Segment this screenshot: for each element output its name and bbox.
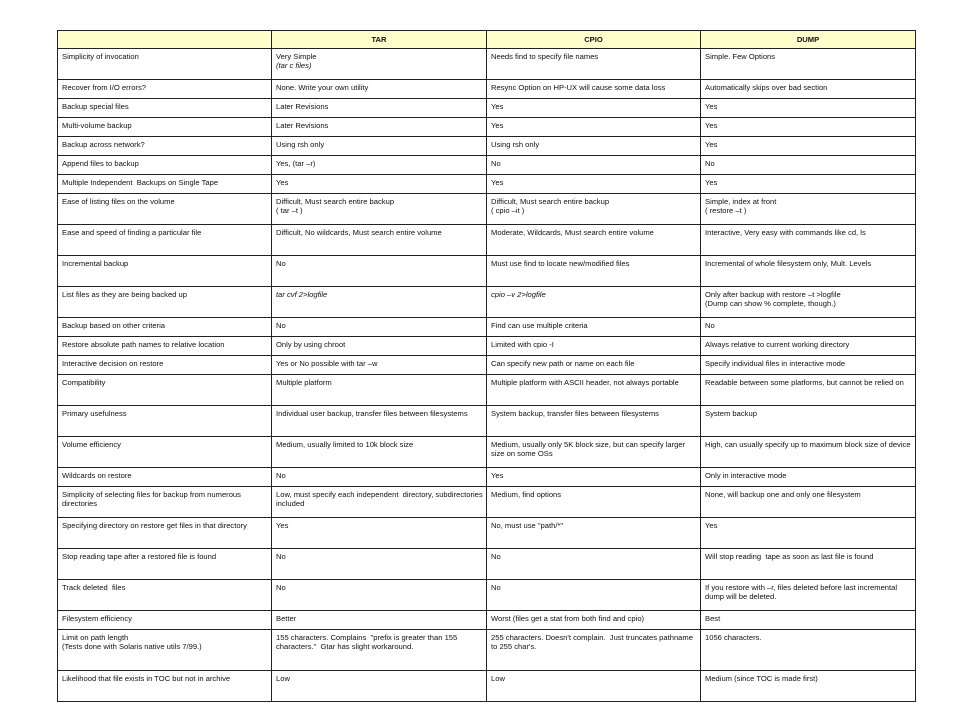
cell-text-line: Yes [705,178,718,187]
table-cell-cpio [487,156,701,175]
cell-text-line: Primary usefulness [62,409,127,418]
table-cell-tar [272,137,487,156]
table-cell-dump [701,437,916,468]
table-cell-criteria [58,468,272,487]
cell-text-line: System backup, transfer files between filesystems [491,409,659,418]
cell-text-line: Yes or No possible with tar –w [276,359,378,368]
table-cell-criteria [58,99,272,118]
table-cell-cpio [487,406,701,437]
cell-text-line: Incremental backup [62,259,129,268]
table-cell-criteria [58,80,272,99]
table-cell-tar [272,487,487,518]
cell-text-line: If you restore with –r, files deleted before last incremental dump will be deleted. [705,583,900,601]
cell-text-line: System backup [705,409,757,418]
table-cell-tar [272,468,487,487]
table-row [58,256,916,287]
cell-text-line: No [491,552,501,561]
table-cell-cpio [487,49,701,80]
cell-text-line: Compatibility [62,378,106,387]
table-cell-criteria [58,256,272,287]
cell-text-line: (tar c files) [276,61,312,70]
table-cell-cpio [487,487,701,518]
cell-text-line: Backup across network? [62,140,145,149]
cell-text-line: Restore absolute path names to relative location [62,340,225,349]
cell-text-line: No [276,552,286,561]
cell-text-line: Filesystem efficiency [62,614,132,623]
cell-text-line: Difficult, Must search entire backup [491,197,610,206]
table-cell-criteria [58,487,272,518]
table-cell-dump [701,175,916,194]
backup-utilities-comparison-table [57,30,916,702]
table-cell-tar [272,49,487,80]
table-cell-tar [272,518,487,549]
cell-text-line: Backup special files [62,102,129,111]
table-cell-tar [272,549,487,580]
table-cell-tar [272,99,487,118]
table-row [58,337,916,356]
table-cell-tar [272,80,487,99]
cell-text-line: Must use find to locate new/modified files [491,259,630,268]
table-cell-tar [272,630,487,671]
table-cell-tar [272,256,487,287]
table-cell-cpio [487,671,701,702]
cell-text-line: Readable between some platforms, but cannot be relied on [705,378,904,387]
cell-text-line: Yes [491,121,504,130]
table-row [58,375,916,406]
cell-text-line: Using rsh only [276,140,325,149]
cell-text-line: Only by using chroot [276,340,346,349]
table-cell-dump [701,518,916,549]
cell-text-line: Backup based on other criteria [62,321,165,330]
table-cell-criteria [58,671,272,702]
cell-text-line: Best [705,614,721,623]
cell-text-line: None, will backup one and only one filesystem [705,490,861,499]
cell-text-line: No [705,159,715,168]
table-cell-criteria [58,356,272,375]
table-cell-tar [272,156,487,175]
table-row [58,630,916,671]
cell-text-line: Multiple Independent Backups on Single Tape [62,178,219,187]
table-cell-cpio [487,137,701,156]
cell-text-line: Later Revisions [276,121,329,130]
cell-text-line: Low [491,674,505,683]
cell-text-line: Interactive decision on restore [62,359,164,368]
cell-text-line: 255 characters. Doesn't complain. Just truncates pathname to 255 char's. [491,633,698,651]
table-cell-dump [701,356,916,375]
table-cell-dump [701,118,916,137]
cell-text-line: Difficult, No wildcards, Must search entire volume [276,228,442,237]
cell-text-line: Specifying directory on restore get files in that directory [62,521,247,530]
table-cell-criteria [58,156,272,175]
table-cell-dump [701,549,916,580]
cell-text-line: Yes [491,471,504,480]
cell-text-line: Limit on path length [62,633,129,642]
table-body [58,49,916,702]
cell-text-line: Needs find to specify file names [491,52,599,61]
table-cell-criteria [58,287,272,318]
cell-text-line: Will stop reading tape as soon as last file is found [705,552,874,561]
table-cell-cpio [487,518,701,549]
cell-text-line: No [276,583,286,592]
cell-text-line: No [705,321,715,330]
cell-text-line: Yes [491,102,504,111]
cell-text-line: Medium, find options [491,490,562,499]
cell-text-line: Very Simple [276,52,317,61]
cell-text-line: Medium, usually only 5K block size, but can specify larger size on some OSs [491,440,688,458]
table-row [58,137,916,156]
cell-text-line: Track deleted files [62,583,126,592]
table-cell-cpio [487,630,701,671]
cell-text-line: Resync Option on HP-UX will cause some data loss [491,83,666,92]
cell-text-line: Ease and speed of finding a particular file [62,228,202,237]
cell-text-line: No [276,321,286,330]
cell-text-line: Always relative to current working directory [705,340,850,349]
table-cell-criteria [58,630,272,671]
table-cell-dump [701,375,916,406]
table-row [58,437,916,468]
table-row [58,156,916,175]
cell-text-line: 155 characters. Complains "prefix is greater than 155 characters." Gtar has slight workaround. [276,633,460,651]
table-cell-criteria [58,611,272,630]
cell-text-line: Yes [705,140,718,149]
table-cell-dump [701,156,916,175]
table-cell-dump [701,337,916,356]
table-cell-dump [701,318,916,337]
table-cell-tar [272,225,487,256]
table-cell-cpio [487,99,701,118]
cell-text-line: ( tar –t ) [276,206,303,215]
cell-text-line: Stop reading tape after a restored file is found [62,552,217,561]
cell-text-line: No [491,159,501,168]
cell-text-line: Only in interactive mode [705,471,787,480]
cell-text-line: Multiple platform [276,378,332,387]
cell-text-line: Yes [276,521,289,530]
table-cell-cpio [487,80,701,99]
cell-text-line: Medium (since TOC is made first) [705,674,818,683]
cell-text-line: High, can usually specify up to maximum block size of device [705,440,911,449]
table-cell-cpio [487,318,701,337]
table-cell-tar [272,356,487,375]
table-row [58,487,916,518]
cell-text-line: Only after backup with restore –t >logfile [705,290,841,299]
table-cell-dump [701,580,916,611]
cell-text-line: Simplicity of selecting files for backup from numerous directories [62,490,244,508]
table-row [58,175,916,194]
cell-text-line: Low, must specify each independent directory, subdirectories included [276,490,485,508]
table-cell-tar [272,318,487,337]
table-cell-criteria [58,118,272,137]
cell-text-line: Automatically skips over bad section [705,83,828,92]
cell-text-line: No [276,471,286,480]
cell-text-line: Multiple platform with ASCII header, not always portable [491,378,679,387]
cell-text-line: Yes [705,102,718,111]
cell-text-line: Simple. Few Options [705,52,776,61]
cell-text-line: Yes [705,121,718,130]
table-cell-dump [701,137,916,156]
cell-text-line: No [276,259,286,268]
header-cell-dump: DUMP [701,31,916,49]
table-cell-criteria [58,375,272,406]
table-cell-tar [272,375,487,406]
table-cell-dump [701,406,916,437]
table-cell-criteria [58,175,272,194]
table-cell-dump [701,99,916,118]
table-cell-criteria [58,337,272,356]
cell-text-line: Medium, usually limited to 10k block size [276,440,414,449]
table-row [58,671,916,702]
table-row [58,287,916,318]
table-cell-criteria [58,406,272,437]
table-cell-criteria [58,225,272,256]
cell-text-line: None. Write your own utility [276,83,369,92]
table-row [58,80,916,99]
table-row [58,49,916,80]
table-cell-dump [701,487,916,518]
table-row [58,549,916,580]
table-cell-tar [272,194,487,225]
cell-text-line: Multi-volume backup [62,121,132,130]
table-row [58,356,916,375]
table-cell-tar [272,437,487,468]
cell-text-line: Yes [705,521,718,530]
table-cell-criteria [58,318,272,337]
table-cell-criteria [58,549,272,580]
table-row [58,611,916,630]
table-cell-cpio [487,194,701,225]
cell-text-line: No, must use "path/*" [491,521,564,530]
table-cell-tar [272,287,487,318]
table-cell-criteria [58,518,272,549]
table-cell-dump [701,611,916,630]
table-cell-cpio [487,175,701,194]
table-cell-cpio [487,287,701,318]
table-cell-criteria [58,437,272,468]
table-cell-tar [272,611,487,630]
cell-text-line: tar cvf 2>logfile [276,290,328,299]
cell-text-line: Wildcards on restore [62,471,132,480]
cell-text-line: Worst (files get a stat from both find and cpio) [491,614,645,623]
cell-text-line: Limited with cpio -I [491,340,554,349]
cell-text-line: Incremental of whole filesystem only, Mult. Levels [705,259,872,268]
table-cell-criteria [58,580,272,611]
cell-text-line: Individual user backup, transfer files between filesystems [276,409,468,418]
cell-text-line: Simple, index at front [705,197,777,206]
cell-text-line: Using rsh only [491,140,540,149]
cell-text-line: Append files to backup [62,159,139,168]
table-cell-cpio [487,356,701,375]
table-cell-tar [272,580,487,611]
table-cell-cpio [487,580,701,611]
table-row [58,99,916,118]
cell-text-line: (Dump can show % complete, though.) [705,299,836,308]
table-row [58,468,916,487]
table-cell-dump [701,287,916,318]
cell-text-line: (Tests done with Solaris native utils 7/99.) [62,642,202,651]
table-row [58,118,916,137]
table-cell-cpio [487,375,701,406]
table-cell-criteria [58,137,272,156]
cell-text-line: ( restore –t ) [705,206,747,215]
cell-text-line: ( cpio –it ) [491,206,525,215]
table-row [58,406,916,437]
cell-text-line: No [491,583,501,592]
table-row [58,225,916,256]
table-cell-tar [272,118,487,137]
table-cell-cpio [487,437,701,468]
cell-text-line: Likelihood that file exists in TOC but not in archive [62,674,231,683]
cell-text-line: cpio –v 2>logfile [491,290,546,299]
cell-text-line: Ease of listing files on the volume [62,197,175,206]
cell-text-line: List files as they are being backed up [62,290,187,299]
cell-text-line: Yes, (tar –r) [276,159,316,168]
cell-text-line: Yes [276,178,289,187]
header-row [58,31,916,49]
cell-text-line: Low [276,674,290,683]
table-cell-cpio [487,225,701,256]
table-cell-dump [701,80,916,99]
table-cell-criteria [58,194,272,225]
table-cell-dump [701,671,916,702]
table-row [58,194,916,225]
table-cell-dump [701,225,916,256]
table-cell-cpio [487,611,701,630]
table-cell-dump [701,256,916,287]
table-cell-cpio [487,256,701,287]
cell-text-line: Find can use multiple criteria [491,321,588,330]
table-cell-cpio [487,549,701,580]
cell-text-line: Specify individual files in interactive mode [705,359,846,368]
cell-text-line: Can specify new path or name on each file [491,359,635,368]
table-cell-dump [701,194,916,225]
table-cell-cpio [487,118,701,137]
table-cell-dump [701,468,916,487]
cell-text-line: Better [276,614,297,623]
cell-text-line: Volume efficiency [62,440,121,449]
cell-text-line: Recover from I/O errors? [62,83,146,92]
cell-text-line: 1056 characters. [705,633,762,642]
table-cell-tar [272,671,487,702]
cell-text-line: Later Revisions [276,102,329,111]
cell-text-line: Interactive, Very easy with commands like cd, ls [705,228,866,237]
header-cell-tar: TAR [272,31,487,49]
table-cell-dump [701,49,916,80]
table-cell-tar [272,175,487,194]
table-row [58,318,916,337]
table-cell-dump [701,630,916,671]
header-cell-cpio: CPIO [487,31,701,49]
header-cell-criteria [58,31,272,49]
cell-text-line: Simplicity of invocation [62,52,139,61]
table-cell-cpio [487,337,701,356]
table-cell-tar [272,337,487,356]
cell-text-line: Moderate, Wildcards, Must search entire volume [491,228,654,237]
cell-text-line: Difficult, Must search entire backup [276,197,395,206]
table-cell-cpio [487,468,701,487]
table-cell-tar [272,406,487,437]
table-row [58,518,916,549]
cell-text-line: Yes [491,178,504,187]
table-cell-criteria [58,49,272,80]
table-row [58,580,916,611]
